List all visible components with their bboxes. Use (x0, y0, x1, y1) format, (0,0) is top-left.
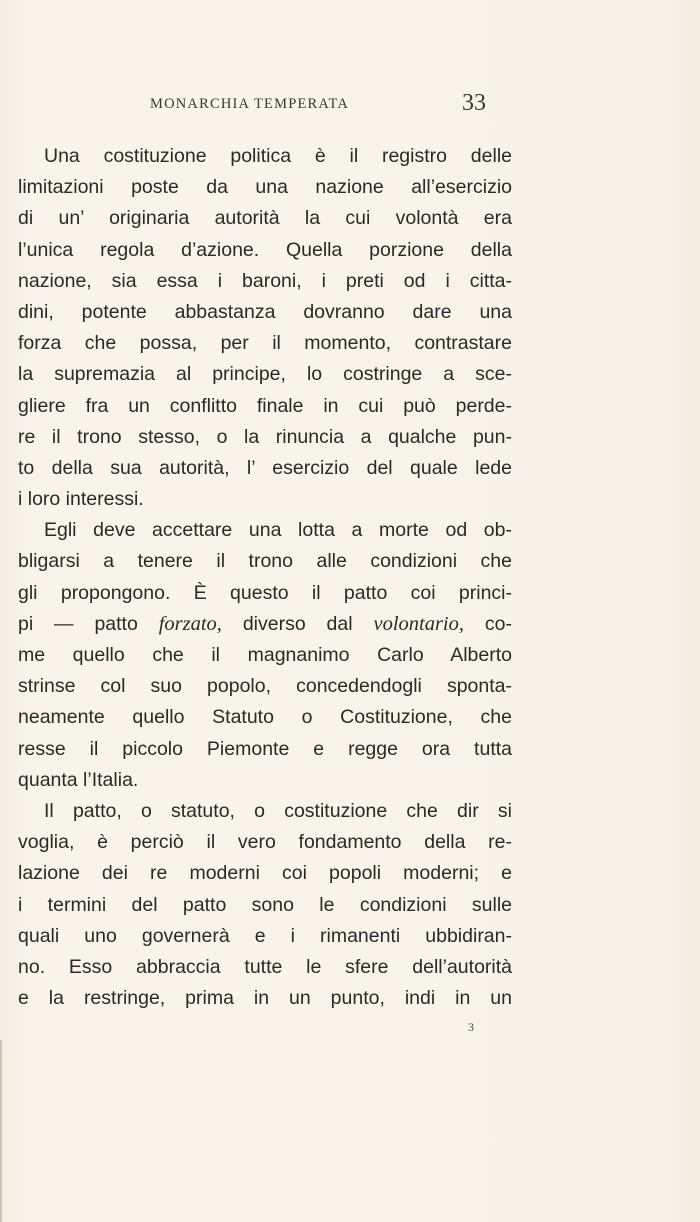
text-line: re il trono stesso, o la rinuncia a qualche pun- (18, 425, 512, 448)
text-line: voglia, è perciò il vero fondamento della re- (18, 831, 512, 854)
text-line: lazione dei re moderni coi popoli moderni; e (18, 862, 512, 885)
page-number: 33 (462, 90, 486, 116)
text-line: nazione, sia essa i baroni, i preti od i citta- (18, 269, 512, 292)
text-line: Egli deve accettare una lotta a morte od ob- (44, 519, 512, 542)
text-line: gli propongono. È questo il patto coi princi- (18, 581, 512, 604)
text-line: dini, potente abbastanza dovranno dare una (18, 300, 512, 323)
signature-mark: 3 (468, 1020, 474, 1034)
text-line: di un’ originaria autorità la cui volontà era (18, 207, 512, 230)
text-line: i termini del patto sono le condizioni sulle (18, 893, 512, 916)
text-line: strinse col suo popolo, concedendogli sponta- (18, 675, 512, 698)
text-line: no. Esso abbraccia tutte le sfere dell’autorità (18, 955, 512, 978)
text-line: resse il piccolo Piemonte e regge ora tutta (18, 737, 512, 760)
text-line: Il patto, o statuto, o costituzione che dir si (44, 799, 512, 822)
text-line: l’unica regola d’azione. Quella porzione della (18, 238, 512, 261)
text-line: limitazioni poste da una nazione all’esercizio (18, 176, 512, 199)
text-line: i loro interessi. (18, 488, 144, 511)
text-line: Una costituzione politica è il registro delle (44, 145, 512, 167)
text-line: bligarsi a tenere il trono alle condizioni che (18, 550, 512, 573)
text-line: quanta l’Italia. (18, 768, 139, 791)
text-line: pi — patto forzato, diverso dal volontario, co- (18, 612, 512, 635)
text-line: me quello che il magnanimo Carlo Alberto (18, 644, 512, 666)
text-line: to della sua autorità, l’ esercizio del quale lede (18, 456, 512, 479)
running-title: MONARCHIA TEMPERATA (150, 96, 350, 112)
body-text (18, 141, 512, 1014)
text-line: la supremazia al principe, lo costringe a sce- (18, 363, 512, 386)
italic-term: volontario, (373, 612, 465, 635)
text-line: e la restringe, prima in un punto, indi in un (18, 987, 512, 1010)
binding-edge (0, 1040, 2, 1222)
italic-term: forzato, (158, 612, 222, 635)
running-head (20, 92, 490, 122)
text-line: forza che possa, per il momento, contrastare (18, 332, 512, 355)
text-line: quali uno governerà e i rimanenti ubbidiran- (18, 924, 512, 947)
text-line: neamente quello Statuto o Costituzione, che (18, 706, 512, 729)
text-line: gliere fra un conflitto finale in cui può perde- (18, 394, 512, 417)
